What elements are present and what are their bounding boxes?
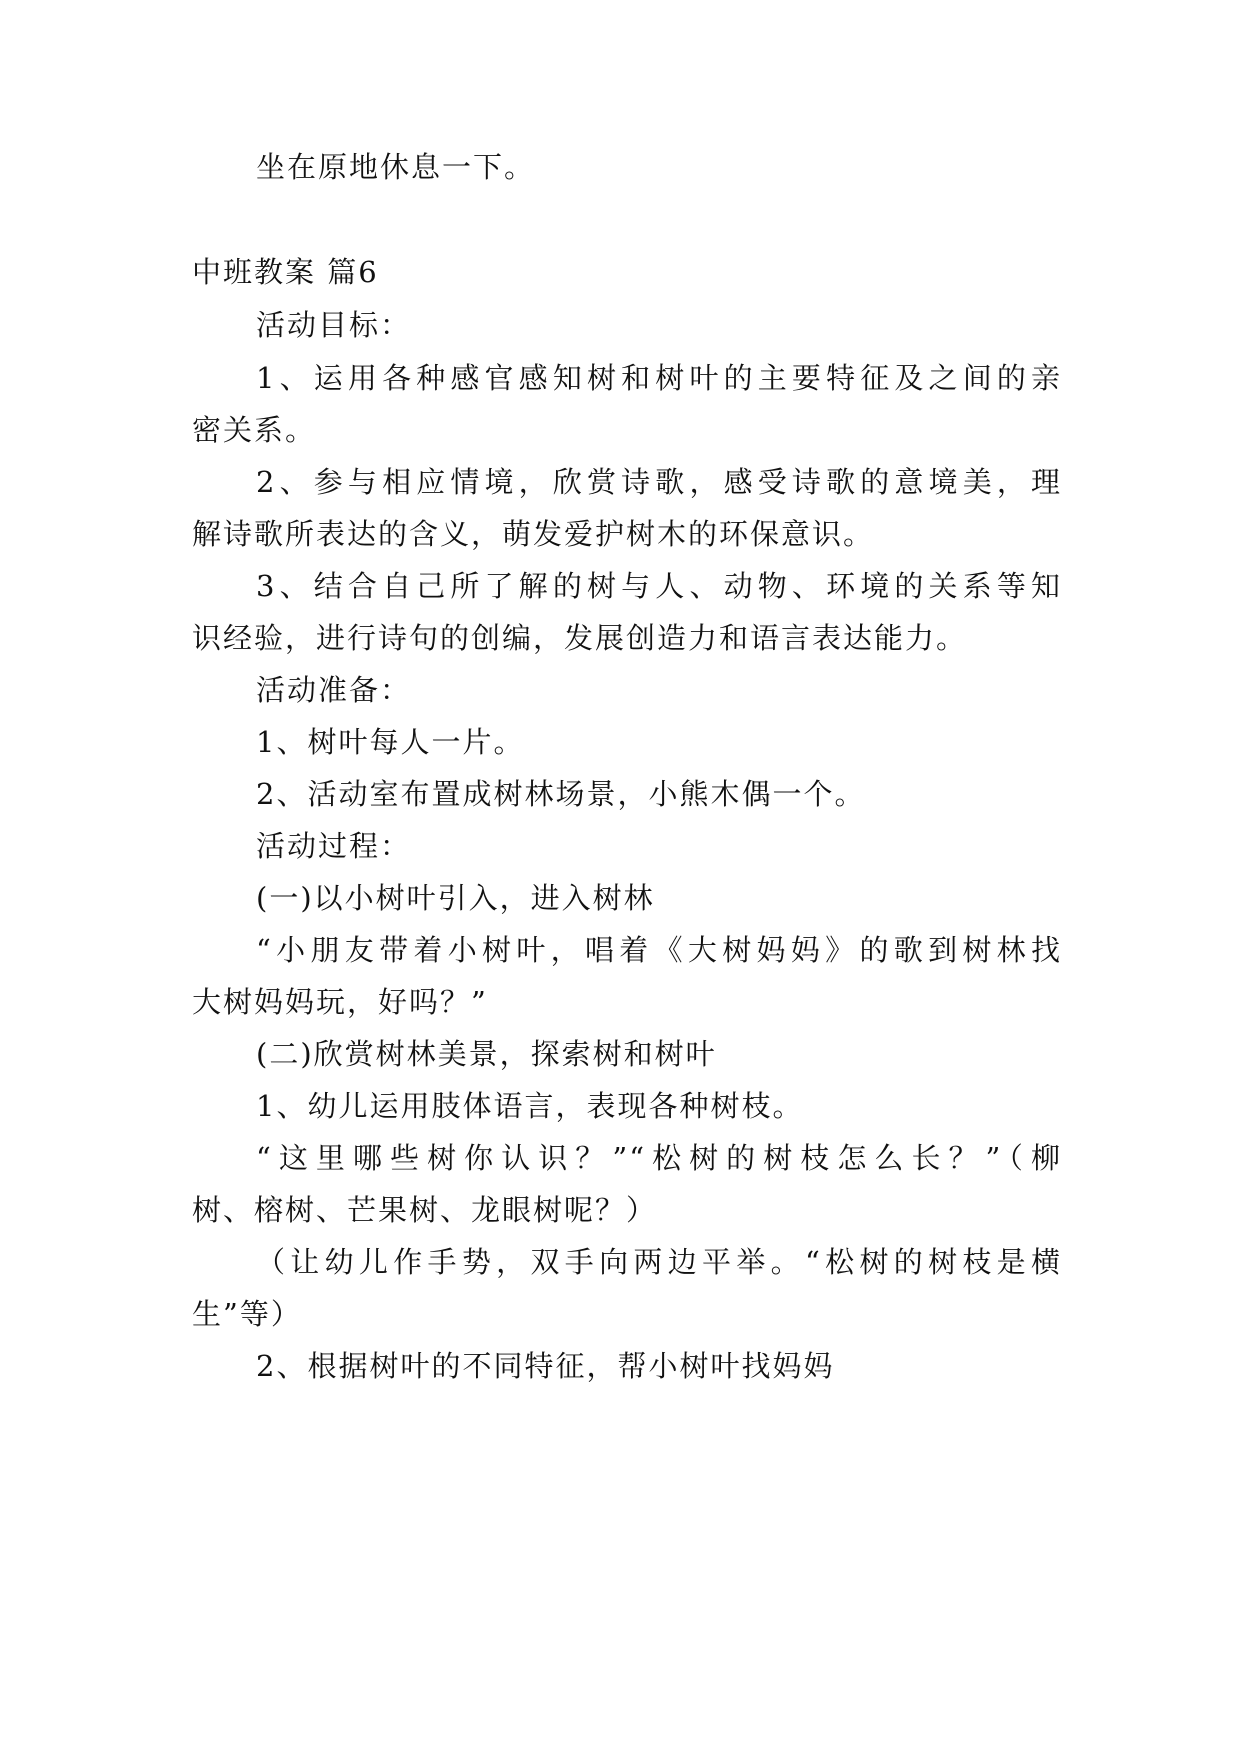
process-title: 活动过程： (256, 829, 412, 863)
step-2-question-line-1: “这里哪些树你认识？”“松树的树枝怎么长？”（柳 (256, 1141, 1062, 1175)
step-1-quote-line-2: 大树妈妈玩，好吗？” (192, 985, 488, 1019)
goal-2-line-2: 解诗歌所表达的含义，萌发爱护树木的环保意识。 (192, 517, 875, 551)
goal-3-line-2: 识经验，进行诗句的创编，发展创造力和语言表达能力。 (192, 621, 968, 655)
goal-title: 活动目标： (256, 308, 412, 342)
goal-2-line-1: 2、参与相应情境，欣赏诗歌，感受诗歌的意境美，理 (256, 465, 1062, 499)
step-2-note-line-1: （让幼儿作手势，双手向两边平举。“松树的树枝是横 (256, 1245, 1062, 1279)
prep-item-1: 1、树叶每人一片。 (256, 725, 525, 759)
step-1-title: (一)以小树叶引入，进入树林 (256, 881, 655, 915)
goal-3-line-1: 3、结合自己所了解的树与人、动物、环境的关系等知 (256, 569, 1062, 603)
step-2-question-line-2: 树、榕树、芒果树、龙眼树呢？） (192, 1193, 658, 1227)
step-2-title: (二)欣赏树林美景，探索树和树叶 (256, 1037, 717, 1071)
prep-title: 活动准备： (256, 673, 412, 707)
prep-item-2: 2、活动室布置成树林场景，小熊木偶一个。 (256, 777, 866, 811)
goal-1-line-2: 密关系。 (192, 413, 317, 447)
goal-1-line-1: 1、运用各种感官感知树和树叶的主要特征及之间的亲 (256, 361, 1062, 395)
step-1-quote-line-1: “小朋友带着小树叶，唱着《大树妈妈》的歌到树林找 (256, 933, 1062, 967)
section-heading: 中班教案 篇6 (192, 255, 379, 289)
previous-section-tail: 坐在原地休息一下。 (256, 150, 536, 184)
step-2-item-2: 2、根据树叶的不同特征，帮小树叶找妈妈 (256, 1349, 835, 1383)
step-2-note-line-2: 生”等） (192, 1297, 302, 1331)
step-2-item-1: 1、幼儿运用肢体语言，表现各种树枝。 (256, 1089, 804, 1123)
